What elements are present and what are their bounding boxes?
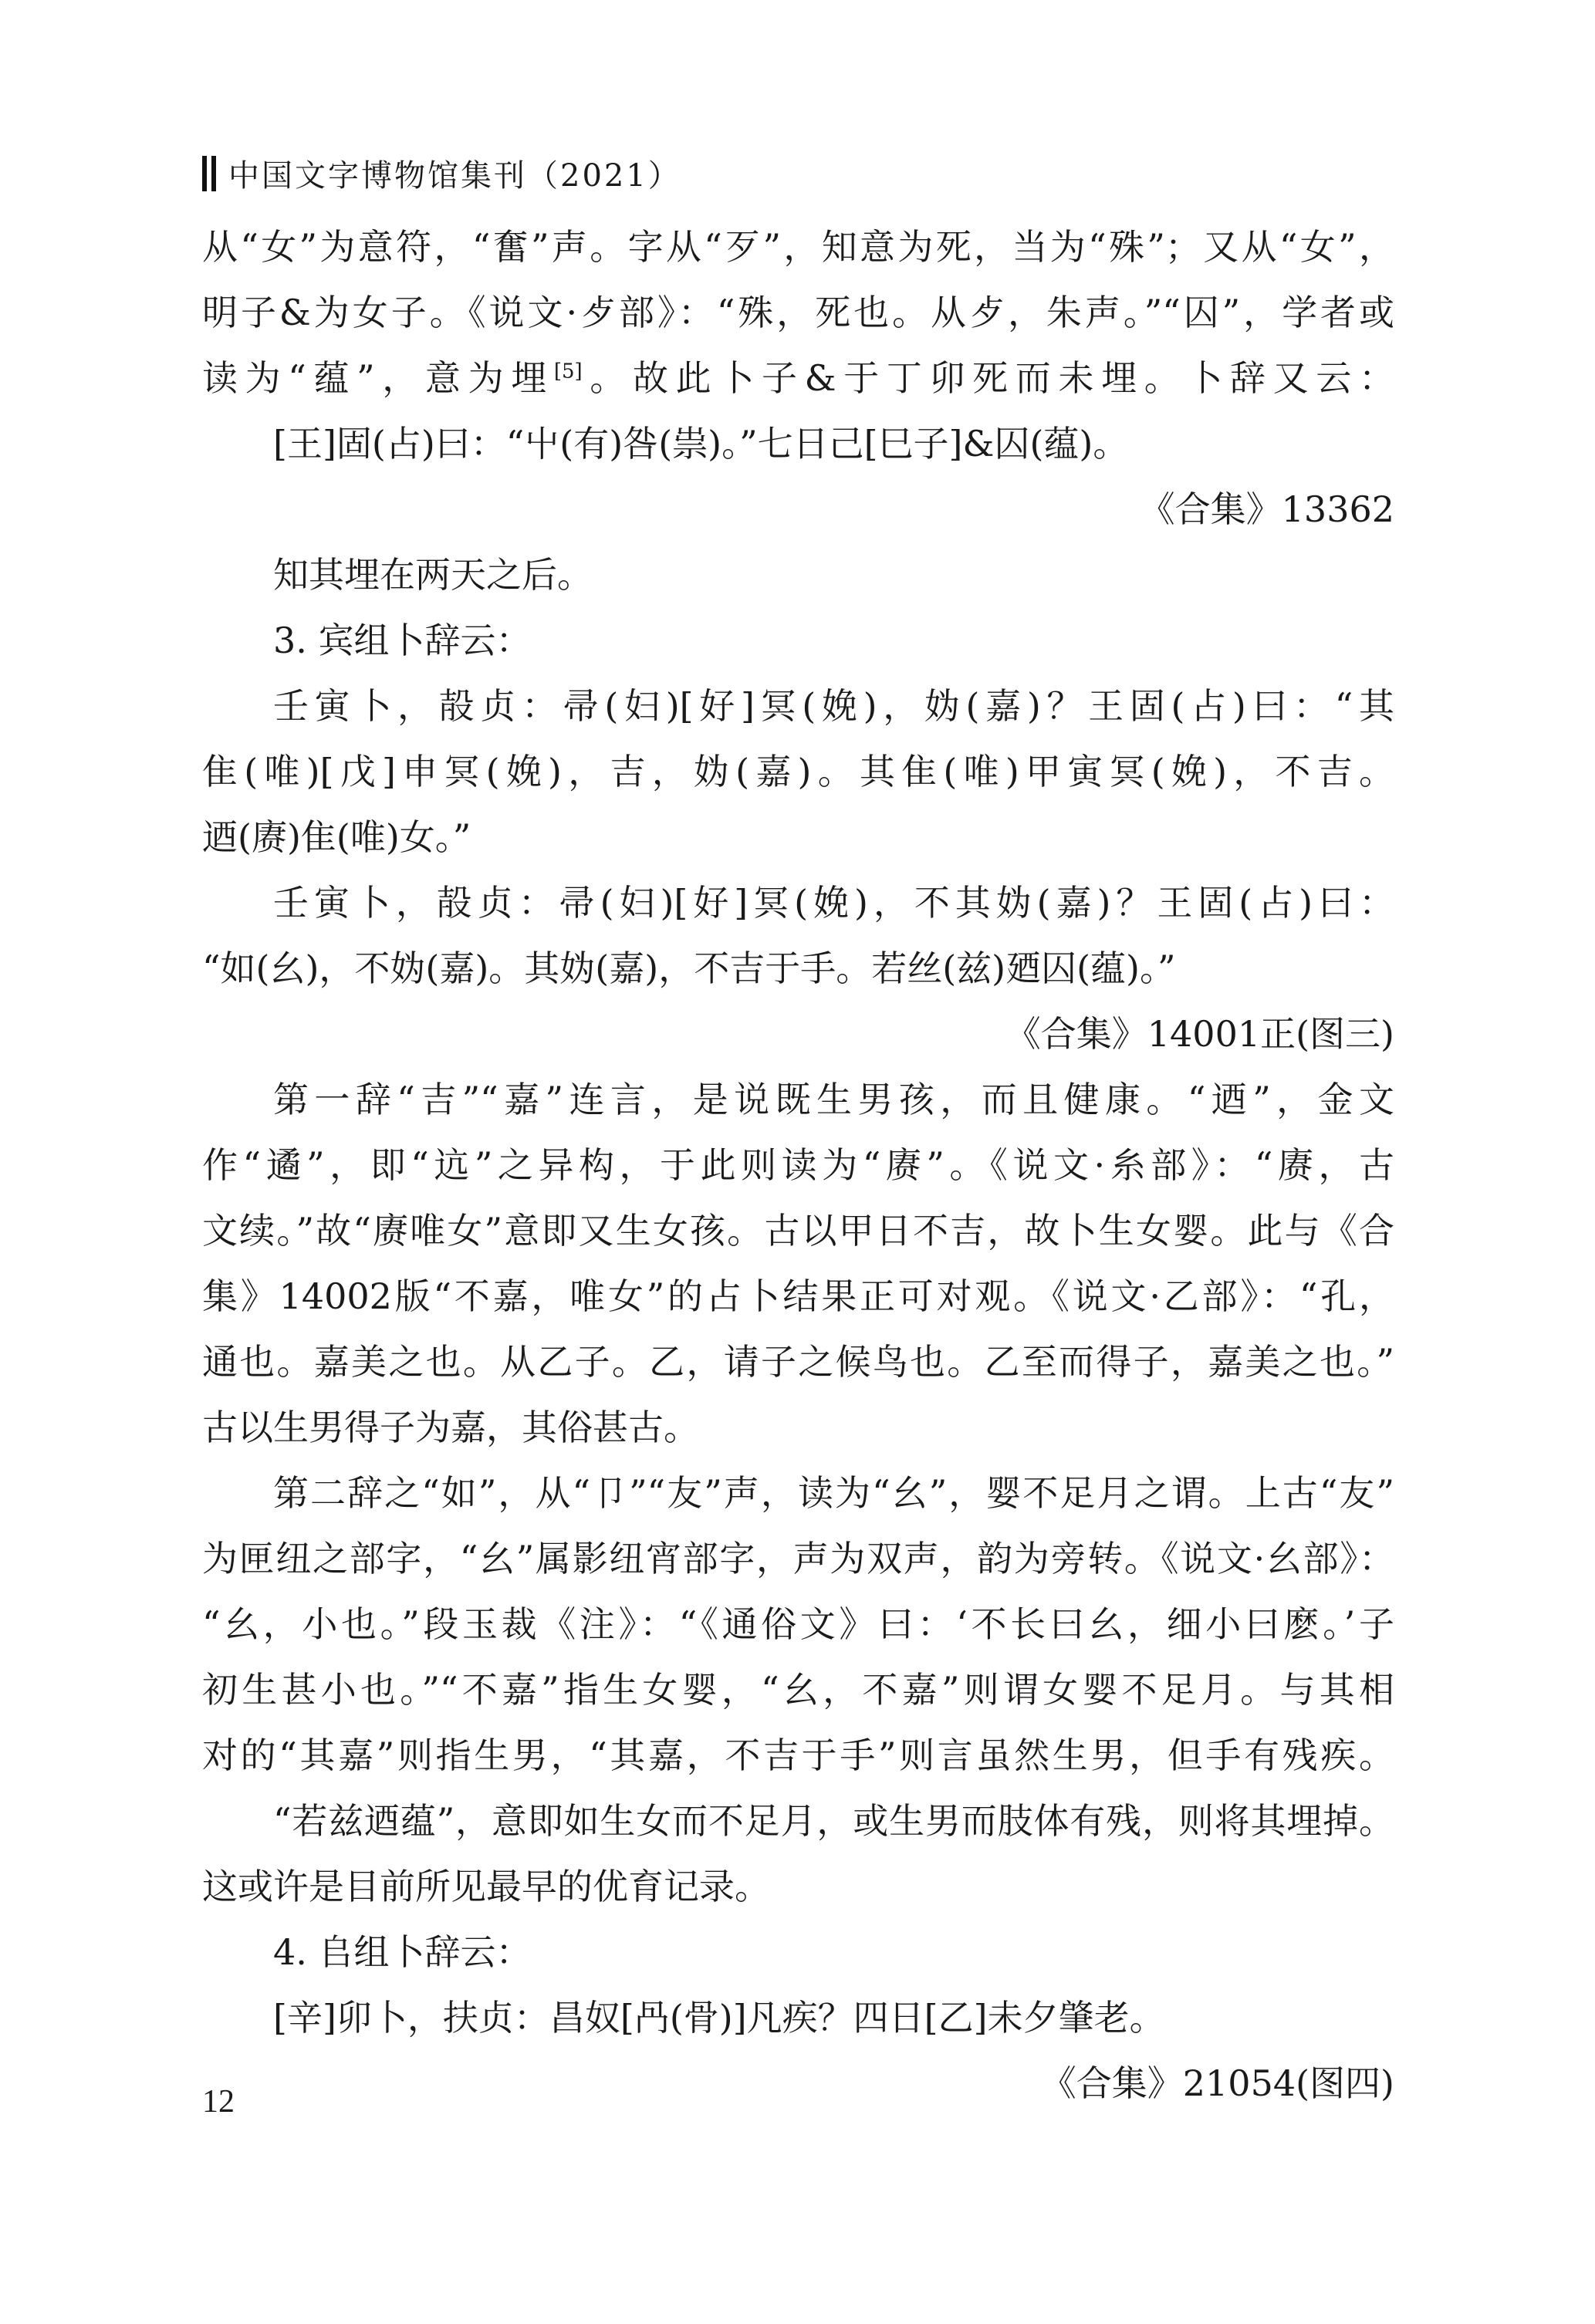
text-line: “若兹迺蕴”，意即如生女而不足月，或生男而肢体有残，则将其埋掉。 <box>273 1800 1394 1842</box>
text-line: “幺，小也。”段玉裁《注》：“《通俗文》曰：‘不长曰幺，细小曰麽。’子 <box>202 1603 1394 1645</box>
text-line <box>202 346 1394 411</box>
text-line: 从“女”为意符，“奮”声。字从“歹”，知意为死，当为“殊”；又从“女”， <box>202 226 1394 268</box>
text-line: 对的“其嘉”则指生男，“其嘉，不吉于手”则言虽然生男，但手有残疾。 <box>202 1735 1394 1776</box>
text-segment: 。故此卜子&于丁卯死而未埋。卜辞又云： <box>582 357 1394 399</box>
inscription-quote: [王]固(占)曰：“屮(有)咎(祟)。”七日己[巳子]&囚(蕴)。 <box>273 423 1129 464</box>
text-line: 通也。嘉美之也。从乙子。乙，请子之候鸟也。乙至而得子，嘉美之也。” <box>202 1341 1394 1383</box>
inscription-quote: 壬寅卜，㱿贞：帚(妇)[好]冥(娩)，不其妫(嘉)？王固(占)曰： <box>273 882 1394 924</box>
text-line: 集》14002版“不嘉，唯女”的占卜结果正可对观。《说文·乙部》：“孔， <box>202 1275 1394 1317</box>
inscription-quote: 壬寅卜，㱿贞：帚(妇)[好]冥(娩)，妫(嘉)？王固(占)曰：“其 <box>273 685 1394 727</box>
text-line: 明子&为女子。《说文·歺部》：“殊，死也。从歺，朱声。”“囚”，学者或 <box>202 292 1394 333</box>
text-line: 作“遹”，即“迒”之异构，于此则读为“赓”。《说文·糸部》：“赓，古 <box>202 1144 1394 1186</box>
page-body <box>202 214 1394 2116</box>
inscription-quote: [辛]卯卜，扶贞：昌奴[冎(骨)]凡疾？四日[乙]未夕肇老。 <box>273 1997 1165 2039</box>
text-line: 第一辞“吉”“嘉”连言，是说既生男孩，而且健康。“迺”，金文 <box>273 1079 1394 1120</box>
page-number: 12 <box>202 2084 235 2120</box>
text-line: 知其埋在两天之后。 <box>273 554 593 596</box>
inscription-quote: 迺(赓)隹(唯)女。” <box>202 816 471 858</box>
source-citation: 《合集》14001正(图三) <box>1005 1013 1394 1055</box>
text-line: 文续。”故“赓唯女”意即又生女孩。古以甲日不吉，故卜生女婴。此与《合 <box>202 1210 1394 1252</box>
section-heading: 4. 𠂤组卜辞云： <box>273 1931 532 1973</box>
journal-title: 中国文字博物馆集刊（2021） <box>228 158 681 194</box>
header-bar-mark <box>202 156 216 191</box>
text-segment: 读为“蕴”，意为埋 <box>202 357 554 399</box>
section-heading: 3. 宾组卜辞云： <box>273 620 532 661</box>
text-line: 第二辞之“如”，从“卩”“友”声，读为“幺”，婴不足月之谓。上古“友” <box>273 1472 1394 1514</box>
text-line: 初生甚小也。”“不嘉”指生女婴，“幺，不嘉”则谓女婴不足月。与其相 <box>202 1669 1394 1711</box>
text-line: 古以生男得子为嘉，其俗甚古。 <box>202 1407 699 1448</box>
text-line: 为匣纽之部字，“幺”属影纽宵部字，声为双声，韵为旁转。《说文·幺部》： <box>202 1538 1394 1579</box>
footnote-reference[interactable]: [5] <box>553 360 583 383</box>
text-line: 这或许是目前所见最早的优育记录。 <box>202 1866 770 1907</box>
source-citation: 《合集》13362 <box>1139 488 1394 530</box>
running-header <box>202 151 681 195</box>
inscription-quote: “如(幺)，不妫(嘉)。其妫(嘉)，不吉于手。若丝(兹)廼囚(蕴)。” <box>202 948 1176 989</box>
inscription-quote: 隹(唯)[戊]申冥(娩)，吉，妫(嘉)。其隹(唯)甲寅冥(娩)，不吉。 <box>202 751 1394 792</box>
source-citation: 《合集》21054(图四) <box>1040 2062 1394 2104</box>
